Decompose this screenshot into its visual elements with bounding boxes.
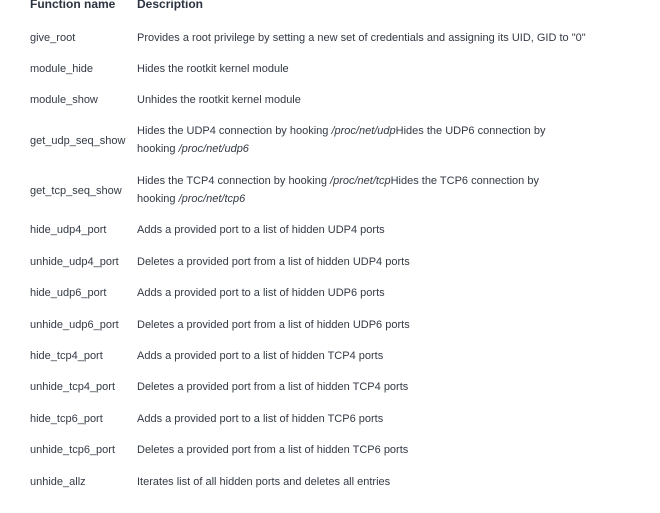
- description-text: Hides the TCP4 connection by hooking: [137, 175, 331, 187]
- function-name: get_tcp_seq_show: [30, 185, 122, 197]
- function-name: give_root: [30, 32, 76, 44]
- proc-path: /proc/net/udp: [331, 125, 396, 137]
- function-name: unhide_allz: [30, 476, 86, 488]
- proc-path: /proc/net/tcp6: [178, 193, 246, 205]
- function-description: Deletes a provided port from a list of hidden UDP6 ports: [137, 319, 410, 331]
- description-text: Hides the UDP6 connection by: [395, 125, 546, 137]
- function-name: hide_tcp4_port: [30, 350, 103, 362]
- function-description: Iterates list of all hidden ports and deletes all entries: [137, 476, 391, 488]
- function-name: hide_tcp6_port: [30, 413, 103, 425]
- table-header: [0, 0, 660, 15]
- function-description: Unhides the rootkit kernel module: [137, 94, 301, 106]
- function-name: hide_udp6_port: [30, 287, 107, 299]
- function-description: Deletes a provided port from a list of hidden TCP4 ports: [137, 381, 409, 393]
- function-name: get_udp_seq_show: [30, 135, 126, 147]
- description-text: hooking: [137, 143, 179, 155]
- function-name: unhide_tcp4_port: [30, 381, 116, 393]
- function-description: Adds a provided port to a list of hidden UDP6 ports: [137, 287, 385, 299]
- function-name: module_show: [30, 94, 98, 106]
- function-description: Adds a provided port to a list of hidden UDP4 ports: [137, 224, 385, 236]
- proc-path: /proc/net/tcp: [330, 175, 391, 187]
- description-header: Description: [137, 0, 204, 11]
- function-description: Deletes a provided port from a list of hidden UDP4 ports: [137, 256, 410, 268]
- function-name: unhide_tcp6_port: [30, 444, 116, 456]
- description-text: Hides the TCP6 connection by: [390, 175, 539, 187]
- function-description: Deletes a provided port from a list of hidden TCP6 ports: [137, 444, 409, 456]
- function-name-header: Function name: [30, 0, 116, 11]
- function-description: [137, 172, 592, 208]
- description-text: hooking: [137, 193, 179, 205]
- function-name: module_hide: [30, 63, 93, 75]
- function-description: Adds a provided port to a list of hidden TCP6 ports: [137, 413, 384, 425]
- description-text: Hides the UDP4 connection by hooking: [137, 125, 332, 137]
- proc-path: /proc/net/udp6: [178, 143, 249, 155]
- function-description: Adds a provided port to a list of hidden TCP4 ports: [137, 350, 384, 362]
- function-description: Provides a root privilege by setting a new set of credentials and assigning its UID, GID to "0": [137, 32, 586, 44]
- function-description: Hides the rootkit kernel module: [137, 63, 289, 75]
- function-name: unhide_udp6_port: [30, 319, 119, 331]
- function-name: hide_udp4_port: [30, 224, 107, 236]
- function-description: [137, 122, 592, 158]
- function-name: unhide_udp4_port: [30, 256, 119, 268]
